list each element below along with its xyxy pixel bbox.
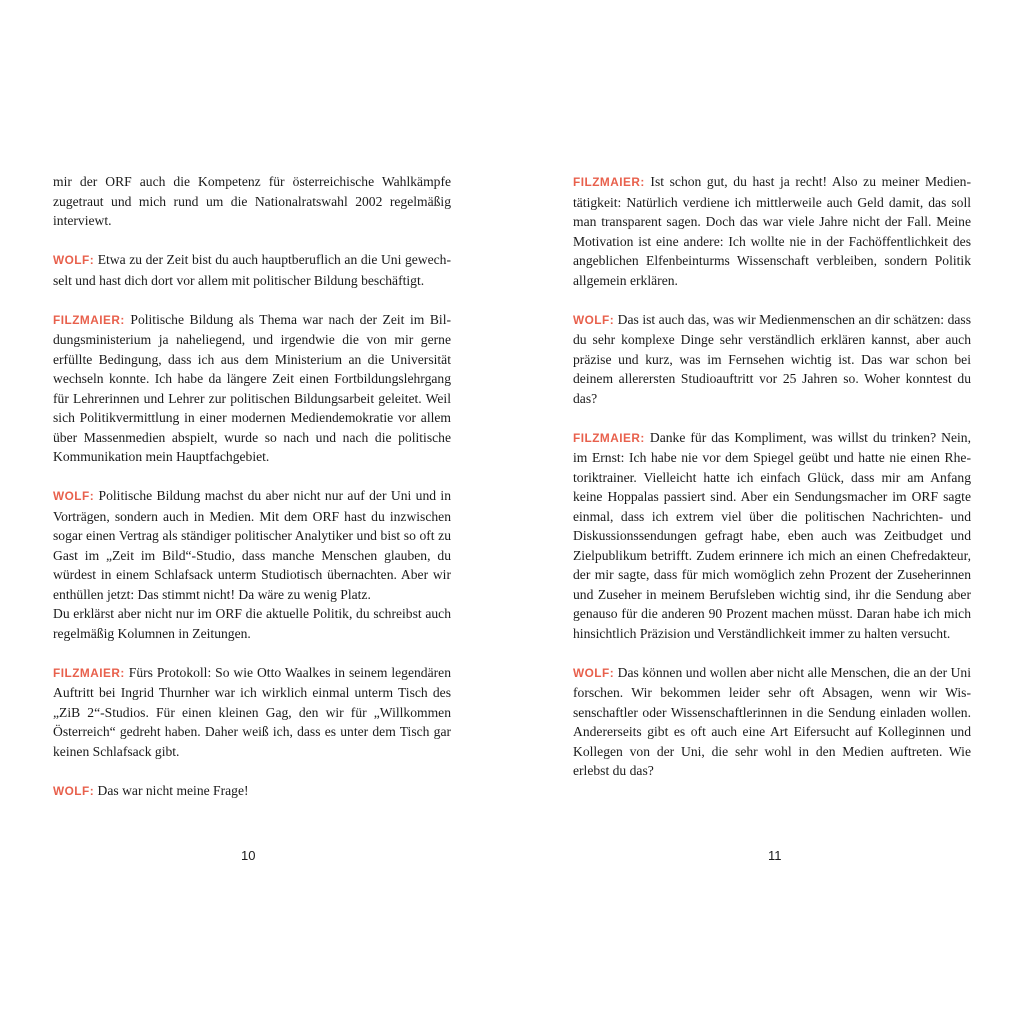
paragraph-text: mir der ORF auch die Kompetenz für österreichische Wahlkämpfe zugetraut und mich rund um die Nationalratswahl 2002 regelmäßig interviewt. (53, 174, 451, 228)
paragraph (573, 310, 971, 409)
paragraph (53, 663, 451, 762)
speaker-label: WOLF: (53, 783, 95, 798)
paragraph-text: Ist schon gut, du hast ja recht! Also zu meiner Medientätigkeit: Natürlich verdiene ich mittlerweile auch Geld damit, das soll man transparent sagen. Doch das war viele Jahre nicht der Fall. Meine Motivation ist eine andere: Ich wollte nie in der Fachöffentlichkeit des angeblichen Elfenbeinturms Wissenschaft verbleiben, sondern Politik allgemein erklären. (573, 174, 971, 288)
paragraph-text: Das ist auch das, was wir Medienmenschen an dir schätzen: dass du sehr komplexe Dinge sehr verständlich erklären kannst, aber auch präzise und kurz, was im Fernsehen wichtig ist. Das war schon bei deinem allerersten Studioauftritt vor 25 Jahren so. Woher konntest du das? (573, 311, 971, 406)
speaker-label: WOLF: (573, 312, 615, 327)
paragraph (573, 172, 971, 290)
speaker-label: FILZMAIER: (53, 665, 125, 680)
paragraph-text: Danke für das Kompliment, was willst du trinken? Nein, im Ernst: Ich habe nie vor dem Spiegel geübt und hatte nie einen Rhetoriktrainer. Vielleicht hatte ich einfach Glück, dass mir am Anfang keine Hoppalas passiert sind. Aber ein Sendungsmacher im ORF sagte einmal, dass ich extrem viel über die politischen Nachrichten- und Diskussionssendungen gefragt habe, eben auch was Zeitbudget und Zielpublikum betrifft. Zudem erinnere ich mich an einen Chefredakteur, der mir sagte, dass für mich womöglich zehn Prozent der Zuseherinnen und Zuseher in meinem Berufsleben wichtig sind, ihr die Sendung aber genauso für die anderen 90 Prozent machen müsst. Daran habe ich mich hinsichtlich Präzision und Verständlichkeit immer zu halten versucht. (573, 429, 971, 641)
paragraph-text: Das können und wollen aber nicht alle Menschen, die an der Uni forschen. Wir bekommen leider sehr oft Absagen, wenn wir Wissenschaftler oder Wissenschaftlerinnen in die Sendung einladen wollen. Andererseits gibt es oft auch eine Art Eifersucht auf Kolleginnen und Kollegen von der Uni, die sehr wohl in den Medien auftreten. Wie erlebst du das? (573, 664, 971, 778)
paragraph (53, 250, 451, 290)
speaker-label: FILZMAIER: (53, 312, 125, 327)
right-page (573, 172, 971, 800)
paragraph-text: Fürs Protokoll: So wie Otto Waalkes in seinem legendären Auftritt bei Ingrid Thurnher war ich wirklich einmal unterm Tisch des „ZiB 2“-Studios. Für einen kleinen Gag, den wir für „Willkommen Österreich“ gedreht haben. Daher weiß ich, dass es unter dem Tisch gar keinen Schlafsack gibt. (53, 664, 451, 759)
page-number-left: 10 (241, 848, 256, 863)
speaker-label: WOLF: (53, 489, 95, 503)
paragraph-text: Etwa zu der Zeit bist du auch hauptberuflich an die Uni gewechselt und hast dich dort vor allem mit politischer Bildung beschäftigt. (53, 252, 451, 288)
speaker-label: FILZMAIER: (573, 430, 645, 445)
speaker-label: FILZMAIER: (573, 175, 645, 189)
paragraph (53, 781, 451, 802)
paragraph-text: Politische Bildung als Thema war nach der Zeit im Bildungsministerium ja naheliegend, und irgendwie die von mir gerne erfüllte Bedingung, dass ich aus dem Ministerium an die Universität wechseln konnte. Ich habe da längere Zeit einen Fortbildungslehrgang für Lehrerinnen und Lehrer zur politischen Bildungsarbeit geleitet. Weil sich Politikvermittlung in einer modernen Mediendemokratie vor allem über Massenmedien abspielt, wurde so nach und nach die politische Kommunikation mein Hauptfachgebiet. (53, 311, 451, 464)
paragraph-text: Du erklärst aber nicht nur im ORF die aktuelle Politik, du schreibst auch regelmäßig Kolumnen in Zeitungen. (53, 606, 451, 641)
paragraph (53, 604, 451, 643)
paragraph (573, 663, 971, 781)
page-number-right: 11 (768, 848, 782, 863)
paragraph (53, 310, 451, 467)
speaker-label: WOLF: (53, 253, 95, 267)
paragraph-text: Politische Bildung machst du aber nicht nur auf der Uni und in Vorträgen, sondern auch in Medien. Mit dem ORF hast du inzwischen sogar einen Vertrag als ständiger politischer Analytiker und bist so oft zu Gast im „Zeit im Bild“-Studio, dass manche Menschen glauben, du würdest in einem Schlafsack unterm Studiotisch übernachten. Aber wir enthüllen jetzt: Das stimmt nicht! Da wäre zu wenig Platz. (53, 488, 451, 602)
speaker-label: WOLF: (573, 665, 615, 680)
paragraph (573, 428, 971, 644)
paragraph (53, 486, 451, 604)
paragraph (53, 172, 451, 231)
left-page (53, 172, 451, 821)
paragraph-text: Das war nicht meine Frage! (94, 782, 249, 798)
